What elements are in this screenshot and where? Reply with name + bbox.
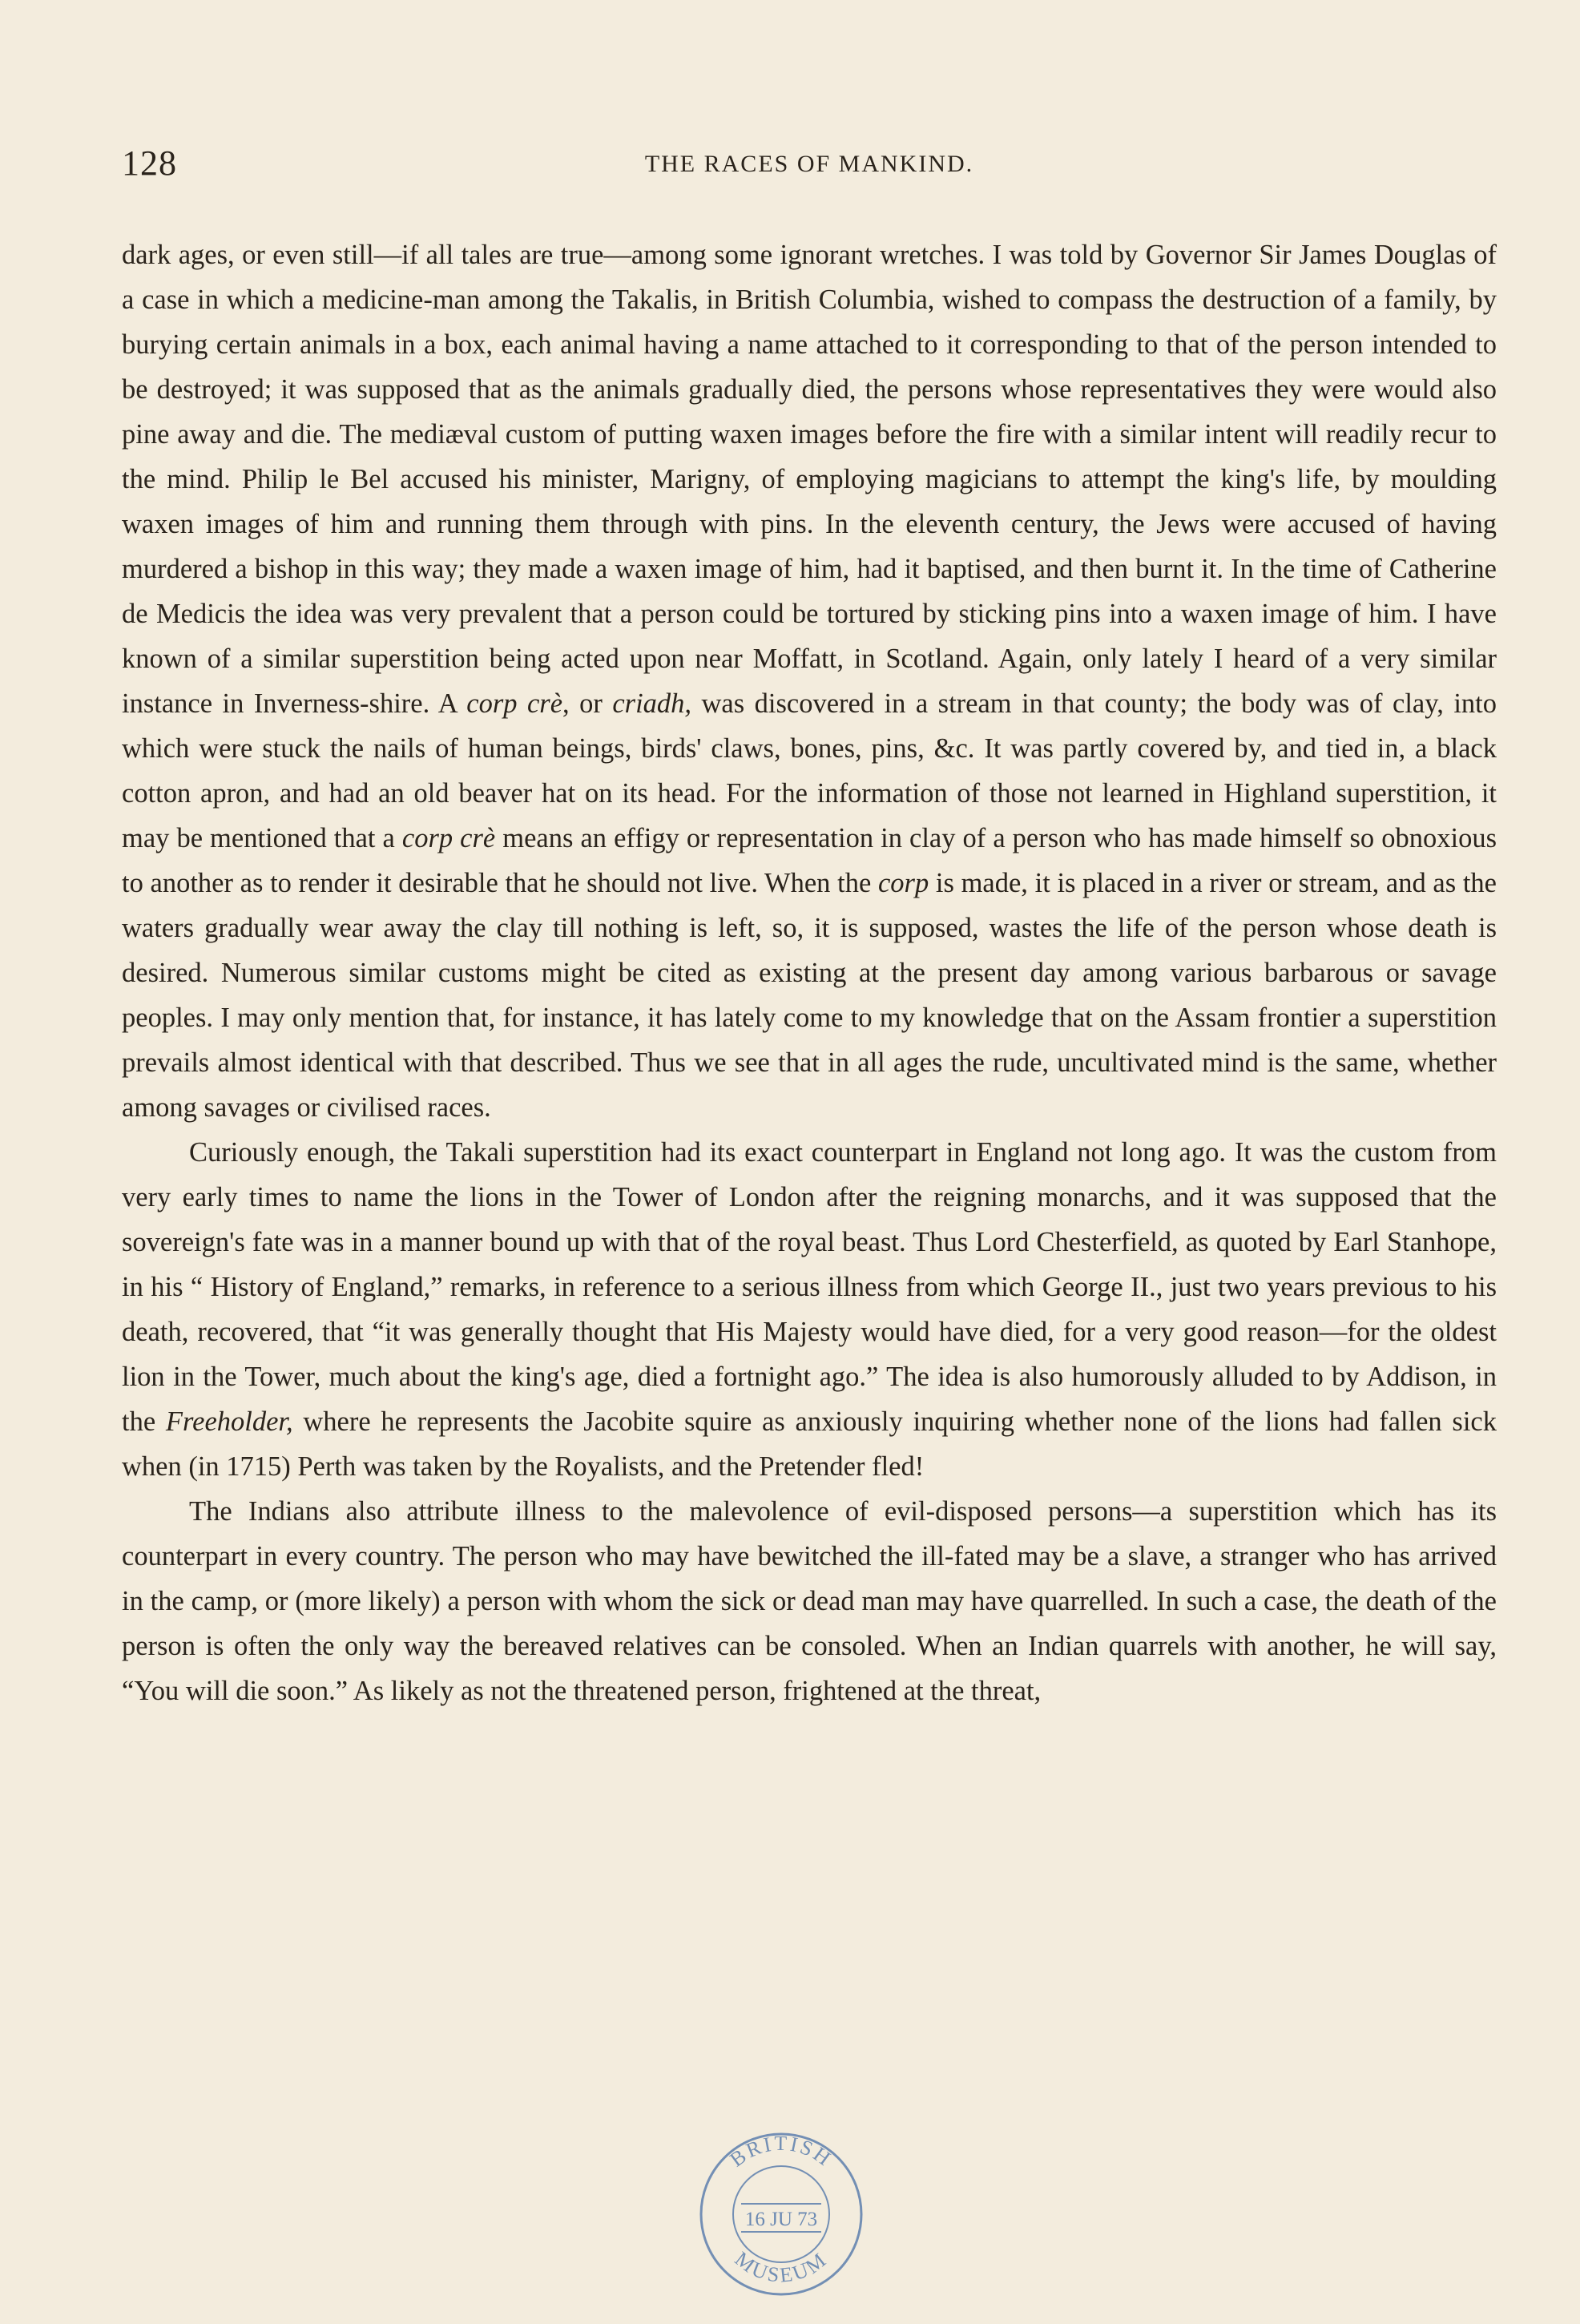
svg-text:MUSEUM — [731, 2247, 832, 2287]
stamp-bottom-text: MUSEUM — [730, 2247, 832, 2287]
italic-text: corp crè — [466, 688, 563, 719]
library-stamp-icon — [691, 2120, 872, 2301]
body-text — [122, 232, 1497, 1713]
italic-text: corp — [877, 868, 929, 898]
stamp-date: 16 JU 73 — [744, 2209, 818, 2230]
text-run: The Indians also attribute illness to the malevolence of evil-disposed persons—a superstition which has its counterpart in every country. The person who may have bewitched the ill-fated may be a slave, a stranger who has arrived in the camp, or (more likely) a person with whom the sick or dead man may have quarrelled. In such a case, the death of the person is often the only way the bereaved relatives can be consoled. When an Indian quarrels with another, he will say, “You will die soon.” As likely as not the threatened person, frightened at the threat, — [122, 1496, 1497, 1706]
italic-text: corp crè — [401, 823, 496, 853]
text-run: is made, it is placed in a river or stream, and as the waters gradually wear away the clay till nothing is left, so, it is supposed, wastes the life of the person whose death is desired. Numerous similar customs might be cited as existing at the present day among various barbarous or savage peoples. I may only mention that, for instance, it has lately come to my knowledge that on the Assam frontier a superstition prevails almost identical with that described. Thus we see that in all ages the rude, uncultivated mind is the same, whether among savages or civilised races. — [122, 868, 1497, 1123]
text-run: means an effigy or representation in clay of a person who has made himself so obnoxious to another as to render it desirable that he should not live. When the — [122, 823, 1497, 898]
paragraph — [122, 232, 1497, 1130]
page-header — [122, 143, 1497, 191]
paragraph — [122, 1489, 1497, 1713]
italic-text: Freeholder, — [165, 1406, 293, 1437]
text-run: where he represents the Jacobite squire as anxiously inquiring whether none of the lions had fallen sick when (in 1715) Perth was taken by the Royalists, and the Pretender fled! — [122, 1406, 1497, 1482]
page-number: 128 — [122, 143, 177, 183]
text-run: dark ages, or even still—if all tales are true—among some ignorant wretches. I was told by Governor Sir James Douglas of a case in which a medicine-man among the Takalis, in British Columbia, wished to compass the destruction of a family, by burying certain animals in a box, each animal having a name attached to it corresponding to that of the person intended to be destroyed; it was supposed that as the animals gradually died, the persons whose representatives they were would also pine away and die. The mediæval custom of putting waxen images before the fire with a similar intent will readily recur to the mind. Philip le Bel accused his minister, Marigny, of employing magicians to attempt the king's life, by moulding waxen images of him and running them through with pins. In the eleventh century, the Jews were accused of having murdered a bishop in this way; they made a waxen image of him, had it baptised, and then burnt it. In the time of Catherine de Medicis the idea was very prevalent that a person could be tortured by sticking pins into a waxen image of him. I have known of a similar superstition being acted upon near Moffatt, in Scotland. Again, only lately I heard of a very similar instance in Inverness-shire. A — [122, 240, 1497, 719]
text-run: Curiously enough, the Takali superstition had its exact counterpart in England not long ago. It was the custom from very early times to name the lions in the Tower of London after the reigning monarchs, and it was supposed that the sovereign's fate was in a manner bound up with that of the royal beast. Thus Lord Chesterfield, as quoted by Earl Stanhope, in his “ History of England,” remarks, in reference to a serious illness from which George II., just two years previous to his death, recovered, that “it was generally thought that His Majesty would have died, for a very good reason—for the oldest lion in the Tower, much about the king's age, died a fortnight ago.” The idea is also humorously alluded to by Addison, in the — [122, 1137, 1497, 1437]
stamp-top-text: BRITISH — [725, 2131, 837, 2172]
text-run: was discovered in a stream in that county; the body was of clay, into which were stuck the nails of human beings, birds' claws, bones, pins, &c. It was partly covered by, and tied in, a black cotton apron, and had an old beaver hat on its head. For the information of those not learned in Highland superstition, it may be mentioned that a — [122, 688, 1497, 853]
italic-text: criadh, — [612, 688, 692, 719]
paragraph — [122, 1130, 1497, 1489]
running-title: THE RACES OF MANKIND. — [644, 151, 974, 177]
text-run: , or — [562, 688, 613, 719]
